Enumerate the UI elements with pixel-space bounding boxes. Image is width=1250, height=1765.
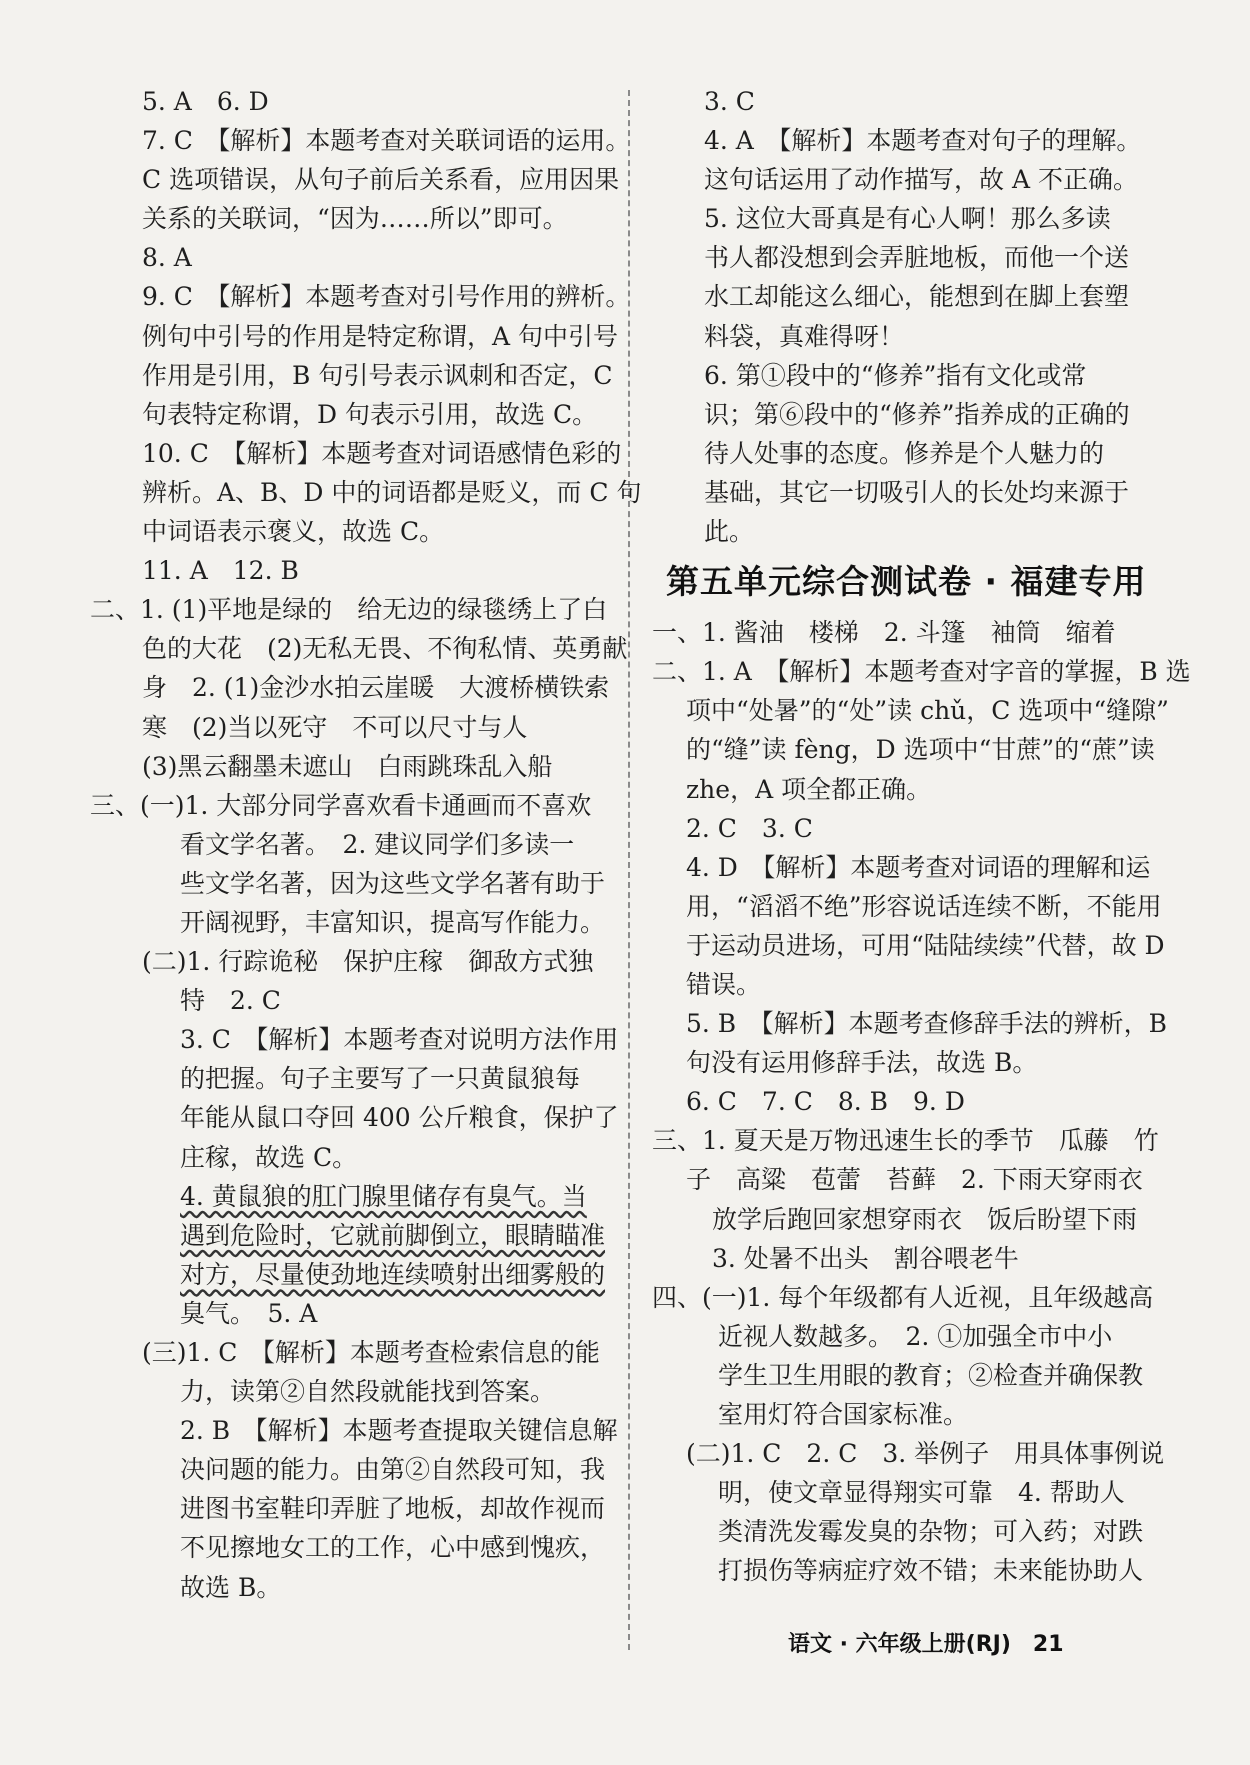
answer-line: 3. C 【解析】本题考查对说明方法作用 — [180, 1025, 619, 1055]
column-divider — [628, 90, 630, 1650]
footer-subject: 语文 · 六年级上册(RJ) — [788, 1632, 1011, 1657]
answer-line: 4. D 【解析】本题考查对词语的理解和运 — [686, 852, 1151, 882]
answer-line: 10. C 【解析】本题考查对词语感情色彩的 — [142, 438, 622, 468]
answer-line: 6. 第①段中的“修养”指有文化或常 — [704, 360, 1087, 390]
answer-line: 3. C — [704, 87, 755, 116]
answer-line: 4. 黄鼠狼的肛门腺里储存有臭气。当 — [180, 1181, 587, 1211]
answer-line: 8. A — [142, 243, 192, 273]
answer-line: 对方，尽量使劲地连续喷射出细雾般的 — [180, 1259, 606, 1289]
left-column — [90, 82, 642, 1607]
answer-line: 2. B 【解析】本题考查提取关键信息解 — [180, 1416, 618, 1446]
answer-line: C 选项错误，从句子前后关系看，应用因果 — [142, 165, 620, 195]
answer-line: 年能从鼠口夺回 400 公斤粮食，保护了 — [180, 1103, 619, 1133]
right-column — [652, 82, 1191, 1590]
answer-line: 子 高粱 苞蕾 苔藓 2. 下雨天穿雨衣 — [686, 1165, 1143, 1195]
answer-line: 水工却能这么细心，能想到在脚上套塑 — [704, 282, 1130, 312]
answer-line: 5. B 【解析】本题考查修辞手法的辨析，B — [686, 1009, 1168, 1039]
answer-line: 类清洗发霉发臭的杂物；可入药；对跌 — [718, 1517, 1144, 1547]
answer-line: 这句话运用了动作描写，故 A 不正确。 — [704, 165, 1138, 195]
answer-line: 此。 — [704, 517, 755, 547]
answer-line: 明，使文章显得翔实可靠 4. 帮助人 — [718, 1478, 1125, 1508]
page-footer — [788, 1627, 1168, 1658]
answer-line: 放学后跑回家想穿雨衣 饭后盼望下雨 — [712, 1204, 1138, 1234]
answer-line: 室用灯符合国家标准。 — [718, 1400, 969, 1429]
answer-line: 四、(一)1. 每个年级都有人近视，且年级越高 — [652, 1282, 1154, 1312]
answer-line: 错误。 — [686, 969, 762, 999]
answer-line: (三)1. C 【解析】本题考查检索信息的能 — [142, 1338, 600, 1367]
answer-line: 5. A 6. D — [142, 87, 269, 116]
page-number: 21 — [1032, 1632, 1064, 1657]
answer-line: 打损伤等病症疗效不错；未来能协助人 — [718, 1556, 1144, 1586]
answer-line: 料袋，真难得呀！ — [704, 321, 905, 351]
answer-line: 句表特定称谓，D 句表示引用，故选 C。 — [142, 399, 598, 429]
answer-line: (二)1. 行踪诡秘 保护庄稼 御敌方式独 — [142, 947, 594, 977]
answer-line: 11. A 12. B — [142, 556, 299, 586]
answer-line: 5. 这位大哥真是有心人啊！那么多读 — [704, 204, 1111, 234]
answer-line: 中词语表示褒义，故选 C。 — [142, 517, 445, 547]
answer-line: (3)黑云翻墨未遮山 白雨跳珠乱入船 — [142, 751, 553, 781]
answer-line: 决问题的能力。由第②自然段可知，我 — [180, 1455, 606, 1485]
answer-line: 力，读第②自然段就能找到答案。 — [180, 1377, 556, 1407]
answer-line: 些文学名著，因为这些文学名著有助于 — [180, 868, 606, 898]
answer-line: 开阔视野，丰富知识，提高写作能力。 — [180, 907, 606, 937]
answer-line: 例句中引号的作用是特定称谓，A 句中引号 — [142, 321, 619, 351]
right-column-bottom — [652, 613, 1191, 1590]
answer-line: 书人都没想到会弄脏地板，而他一个送 — [704, 243, 1130, 273]
answer-line: 寒 (2)当以死守 不可以尺寸与人 — [142, 712, 528, 742]
answer-line: 用，“滔滔不绝”形容说话连续不断，不能用 — [686, 891, 1162, 921]
answer-line: 辨析。A、B、D 中的词语都是贬义，而 C 句 — [142, 477, 642, 507]
section-title: 第五单元综合测试卷 · 福建专用 — [666, 562, 1147, 602]
right-column-top — [652, 82, 1166, 551]
answer-line: 6. C 7. C 8. B 9. D — [686, 1087, 965, 1117]
answer-line: 句没有运用修辞手法，故选 B。 — [686, 1048, 1038, 1078]
answer-line: 3. 处暑不出头 割谷喂老牛 — [712, 1243, 1019, 1273]
answer-line: 关系的关联词，“因为……所以”即可。 — [142, 204, 568, 234]
answer-line: 2. C 3. C — [686, 813, 813, 843]
answer-line: 基础，其它一切吸引人的长处均来源于 — [704, 477, 1130, 507]
answer-line: 二、1. (1)平地是绿的 给无边的绿毯绣上了白 — [90, 595, 608, 625]
answer-line: 臭气。 5. A — [180, 1298, 318, 1328]
answer-line: 看文学名著。 2. 建议同学们多读一 — [180, 829, 575, 859]
answer-line: 近视人数越多。 2. ①加强全市中小 — [718, 1321, 1113, 1351]
answer-line: 庄稼，故选 C。 — [180, 1142, 358, 1172]
answer-line: 9. C 【解析】本题考查对引号作用的辨析。 — [142, 282, 631, 312]
answer-line: 4. A 【解析】本题考查对句子的理解。 — [704, 126, 1142, 156]
answer-line: 一、1. 酱油 楼梯 2. 斗篷 袖筒 缩着 — [652, 618, 1116, 648]
answer-line: 二、1. A 【解析】本题考查对字音的掌握，B 选 — [652, 657, 1191, 687]
answer-line: 身 2. (1)金沙水拍云崖暖 大渡桥横铁索 — [142, 673, 610, 703]
answer-line: 不见擦地女工的工作，心中感到愧疚， — [180, 1533, 606, 1563]
answer-line: 项中“处暑”的“处”读 chǔ，C 选项中“缝隙” — [686, 696, 1169, 726]
answer-line: 色的大花 (2)无私无畏、不徇私情、英勇献 — [142, 634, 628, 664]
answer-line: 进图书室鞋印弄脏了地板，却故作视而 — [180, 1494, 606, 1524]
answer-line: 于运动员进场，可用“陆陆续续”代替，故 D — [686, 930, 1165, 960]
answer-line: 的“缝”读 fèng，D 选项中“甘蔗”的“蔗”读 — [686, 735, 1155, 765]
answer-line: 三、(一)1. 大部分同学喜欢看卡通画而不喜欢 — [90, 790, 592, 820]
answer-line: 学生卫生用眼的教育；②检查并确保教 — [718, 1360, 1144, 1390]
answer-line: 三、1. 夏天是万物迅速生长的季节 瓜藤 竹 — [652, 1126, 1159, 1156]
answer-line: 作用是引用，B 句引号表示讽刺和否定，C — [142, 360, 613, 390]
answer-line: zhe，A 项全都正确。 — [686, 774, 932, 804]
answer-line: 故选 B。 — [180, 1572, 282, 1602]
answer-line: (二)1. C 2. C 3. 举例子 用具体事例说 — [686, 1439, 1165, 1469]
answer-line: 的把握。句子主要写了一只黄鼠狼每 — [180, 1064, 581, 1094]
answer-line: 识；第⑥段中的“修养”指养成的正确的 — [704, 399, 1130, 429]
answer-line: 待人处事的态度。修养是个人魅力的 — [704, 438, 1105, 468]
answer-line: 特 2. C — [180, 986, 281, 1016]
answer-line: 遇到危险时，它就前脚倒立，眼睛瞄准 — [180, 1220, 606, 1250]
answer-line: 7. C 【解析】本题考查对关联词语的运用。 — [142, 126, 631, 156]
